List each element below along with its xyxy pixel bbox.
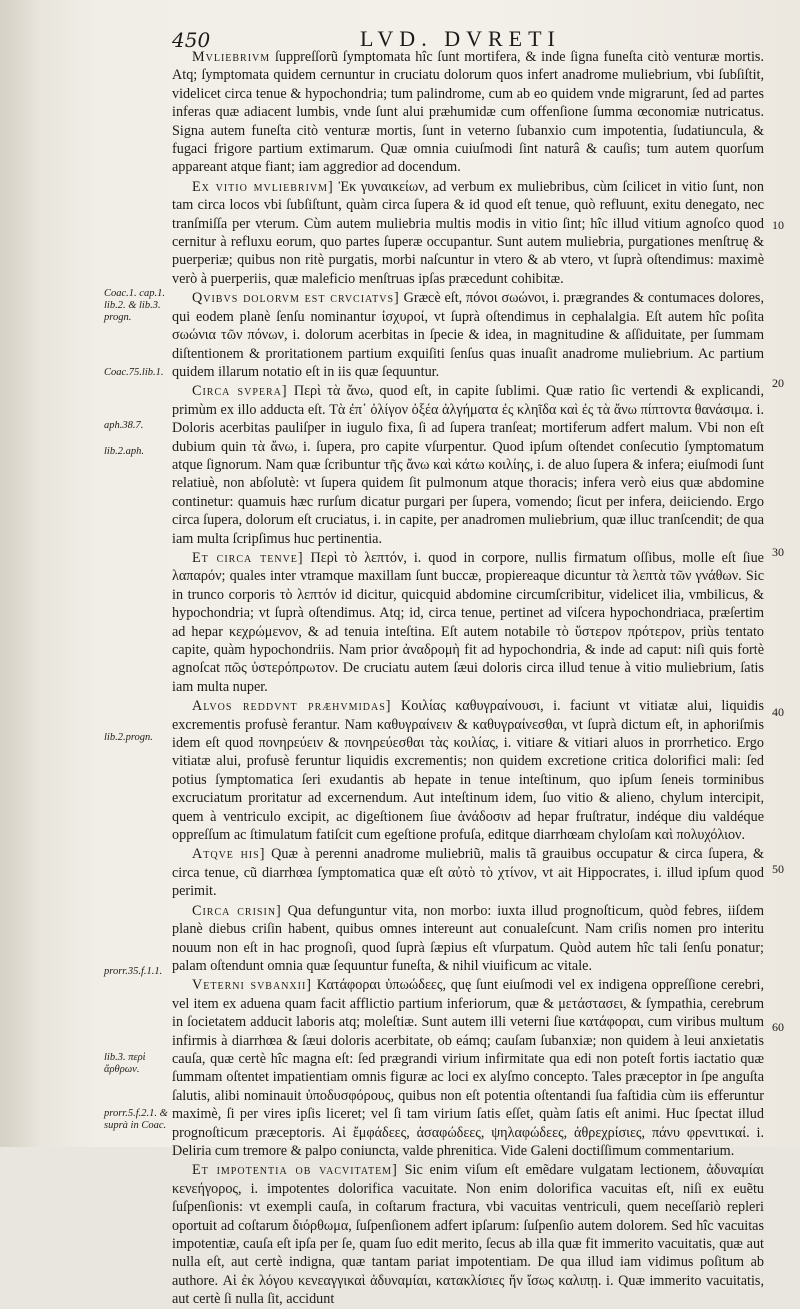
margin-note: lib.2.progn. xyxy=(104,732,153,743)
line-number: 60 xyxy=(772,1020,784,1034)
paragraph-text: ſuppreſſorũ ſymptomata hîc ſunt mortifera, & inde ſigna funeſta citò venturæ mortis. Atq; ſymptomata quidem cernuntur in cruciatu dolorum quos infert anadrome muliebrium, vbi ſubſiſtit, videlicet circa tenue & hypochondria; tum palindrome, cum ab eo quidem vnde migrarunt, ſed ad partes inferas quæ adiacent lumbis, vnde ſunt alui præhumidæ cum offenſione ſumma œconomiæ nutricatus. Signa autem funeſta citò venturæ mortis, ſunt in veterno ſubanxio cum impotentia, ſudatiuncula, & fugaci frigore partium extimarum. Quæ omnia cuiuſmodi ſint naturâ & cauſis; tum autem quorſum appareant atque fiant; iam aggredior ad docendum. xyxy=(172,49,764,176)
paragraph xyxy=(172,902,764,976)
paragraph xyxy=(172,1161,764,1308)
paragraph xyxy=(172,697,764,844)
margin-note: lib.3. περὶ ἄρθρων. xyxy=(104,1052,146,1075)
margin-note: aph.38.7. xyxy=(104,420,144,431)
running-title: LVD. DVRETI xyxy=(360,26,561,51)
lemma: Circa crisin] xyxy=(192,902,282,919)
margin-note: Coac.75.lib.1. xyxy=(104,367,164,378)
paragraph xyxy=(172,289,764,381)
lemma: Atqve his] xyxy=(192,846,266,863)
paragraph-text: Περὶ τὰ ἄνω, quod eſt, in capite ſublimi. Quæ ratio ſic vertendi & explicandi, primùm ex illo adducta eſt. Τὰ ἐπ᾽ ὀλίγον ὀξέα ἀλγήματα ἐς κληῖδα καὶ ἐς τὰ ἄνω πίπτοντα θανάσιμα. i. Doloris acerbitas pauliſper in iugulo fixa, ſi ad ſupera tranſeat; mortiferum adfert malum. Vbi non eſt dubium quin τὰ ἄνω, i. ſupera, pro capite vſurpentur. Quod ipſum oſtendet conſecutio ſymptomatum atque ſignorum. Nam quæ ſcribuntur τῆς ἄνω καὶ κάτω κοιλίης, i. de aluo ſupera & infera; eiuſmodi ſunt relatiuè, non abſolutè: vt ſupera quidem ſit pulmonum atque thoracis; infera verò eius quæ abdomine continetur: quamuis hæc rurſum dicatur purgari per ſupera, vomendo; ſicut per infera, deiiciendo. Ergo circa ſupera, dolorum eſt cruciatus, i. in capite, per anadromen muliebrium, quæ illuc tranſcendit; de qua iam multa ſcripſimus huc pertinentia. xyxy=(172,383,764,547)
paragraph xyxy=(172,178,764,288)
main-text xyxy=(172,48,764,1309)
paragraph-text: Quæ à perenni anadrome muliebriũ, malis tã grauibus occupatur & circa ſupera, & circa tenue, cũ diarrhœa ſymptomatica quæ eſt αὐτὸ τὸ χτίνον, vt ait Hippocrates, i. illud ipſum quod perimit. xyxy=(172,846,764,900)
line-number: 10 xyxy=(772,218,784,232)
lemma: Alvos reddvnt præhvmidas] xyxy=(192,698,392,715)
paragraph-text: Græcè eſt, πόνοι σωώνοι, i. prægrandes & contumaces dolores, qui eodem planè ſenſu nominantur ἰσχυροί, vt ſuprà oſtendimus in cephalalgia. Eſt autem hîc poſita σωώνια τῶν πόνων, i. dolorum acerbitas in ſpecie & idea, in magnitudine & aſſiduitate, per ſummam diſtentionem & proritationem partium exquiſiti ſenſus quas inuaſit anadrome muliebrium. Ac partium quidem illarum notatio eſt in iis quæ ſequuntur. xyxy=(172,290,764,380)
paragraph-text: Περὶ τὸ λεπτόν, i. quod in corpore, nullis firmatum oſſibus, molle eſt ſiue λαπαρόν; quales inter vtramque maxillam ſunt buccæ, propiereaque dicuntur τὰ λεπτὰ τῶν γνάθων. Sic in trunco corporis τὸ λεπτόν id dicitur, quicquid abdomine circumſcribitur, videlicet ilia, vmbilicus, & hypochondria; vt ſuprà oſtendimus. Atq; id, circa tenue, pertinet ad viſcera hypochondriaca, præſertim ad hepar κεχρώμενον, & ad tenuia inteſtina. Eſt autem notabile τὸ ὕστερον πρότερον, priùs tentato capite, quàm hypochondriis. Nam prior ἀναδρομὴ fit ad hypochondria, & inde ad caput: niſi quis fortè agnoſcat πῶς ὑστερόπρωτον. De cruciatu autem ſæui doloris circa illud tenue à vitio muliebrium, ſatis iam multa nuper. xyxy=(172,549,764,695)
paragraph-text: Κατάφοραι ὑπωώδεες, quę ſunt eiuſmodi vel ex indigena oppreſſione cerebri, vel item ex aduena quam facit afflictio partium inferiorum, quæ & μετάστασει, & ſympathia, cerebrum in ſocietatem adducit laboris atq; moleſtiæ. Sunt autem illi veterni ſiue κατάφοραι, cum viribus multum infirmis à diarrhœa & ſæui doloris acerbitate, ob eámq; cauſam ſubanxiæ; non quidem à leui anxietatis cauſa, quæ certè hîc magna eſt: ſed prægrandi virium infirmitate qua edi non poteſt fortis iactatio quæ ſummam oſtentet impatientiam omnis figuræ ac loci ex alyſmo concepto. Tales præceptor in ſpe anguſta ſalutis, alibi nominauit ὑποδυσφόρους, quibus non eſt potentia oſtentandi ſua faſtidia cùm iis efferuntur maximè, ſi per vires ipſis liceret; vel ſi tam virium ſatis eſſet, quàm ſatis eſt animi. Huc ſpectat illud prognoſticum præceptoris. Αἱ ἔμφάδεες, ἀσαφώδεες, ψηλαφώδεες, ἀθρεχρίσιες, πάνυ φρενιτικαί. i. Deliria cum tremore & palpo coniuncta, valde phrenitica. Vide Galeni doctiſſimum commentarium. xyxy=(172,977,764,1159)
paragraph-text: Ἐκ γυναικείων, ad verbum ex muliebribus, cùm ſcilicet in vitio ſunt, non tam circa locos vbi ſubſiſtunt, quàm circa ſupera & id quod eſt tenue, quò refluunt, exitu denegato, nec tranſmiſſa per vterum. Cùm autem muliebria multis modis in vitio ſint; hîc illud vitium agnoſco quod cernitur à refluxu eorum, quo partes ſuperæ occupantur. Sunt autem muliebria, purgationes menſtruę & puerperiæ; quibus non ritè purgatis, morbi naſcuntur in vtero & ab vtero, vt ſuprà oſtendimus: maximè verò à puerperiis, quæ maleficio menſtruas ipſas præcedunt cohibitæ. xyxy=(172,178,764,287)
paragraph-text: Qua defunguntur vita, non morbo: iuxta illud prognoſticum, quòd febres, iiſdem planè diebus criſin habent, quibus omnes intereunt aut conualeſcunt. Nam criſis nomen pro interitu nouum non eſt in hac prognoſi, quod ſuprà ſæpius eſt vſurpatum. Quòd autem hîc tali ſenſu ponatur; palam oſtendunt omnia quæ ſequuntur funeſta, & nihil viuificum ac vitale. xyxy=(172,902,764,974)
paragraph-text: Sic enim viſum eſt emẽdare vulgatam lectionem, ἀδυναμίαι κενεήγορος, i. impotentes dolorifica vacuitate. Non enim dolorifica vacuitas eſt, niſi ex euẽtu ſuſpenſionis: vt exempli cauſa, in coſtarum fractura, vbi vacuitas ventriculi, quem neceſſariò repleri oportuit ad coſtarum διόρθωμα, ſuſpenſionem adfert ipſarum: ſuſpenſio autem dolorem. Sed hîc vacuitas impotentiæ, cauſa eſt ipſa per ſe, quam ſuo edit merito, ſecus ab illa quæ fit immerito vacuitatis, quæ aut nulla eſt, aut certè indigna, quæ tantam pariat impotentiam. De qua illud iam vidimus poſitum ab authore. Αἱ ἐκ λόγου κενεαγγικαὶ ἀδυναμίαι, κατακλίσιες ἥν ἴσως καλιπῃ. i. Quæ immerito vacuitatis, aut certè ſi nulla ſit, accidunt xyxy=(172,1162,764,1308)
paragraph xyxy=(172,48,764,177)
lemma: Et circa tenve] xyxy=(192,549,304,566)
line-number: 40 xyxy=(772,705,784,719)
line-number: 50 xyxy=(772,862,784,876)
lemma: Et impotentia ob vacvitatem] xyxy=(192,1162,398,1179)
paragraph xyxy=(172,382,764,548)
paragraph xyxy=(172,549,764,696)
lemma: Circa svpera] xyxy=(192,383,288,400)
lemma: Qvibvs dolorvm est crvciatvs] xyxy=(192,290,400,307)
paragraph-text: Κοιλίας καθυγραίνουσι, i. faciunt vt vitiatæ alui, liquidis excrementis profusè ferantur. Nam καθυγραίνειν & καθυγραίνεσθαι, vt ſuprà dictum eſt, in aphoriſmis idem eſt quod πονηρεύειν & πονηρεύεσθαι τὰς κοιλίας, i. vitiare & vitiari aluos in prorrhetico. Ergo vitiatæ alui, profusè feruntur liquidis excrementis; non quidem excretione critica dolorifici mali: ſed potius ſymptomatica ſeri exudantis ab hepate in tenue inteſtinum, quo ipſum ſeneis torminibus excruciatum proritatur ad excernendum. Aut inteſtinum idem, ſuo vitio & alieno, chylum intercipit, quem à ventriculo excipit, ac digeſtionem ſiue ἀνάδοσιν ad hepar fruſtratur, indéque diu valdéque oppreſſum ac ſtimulatum fatiſcit cum egeſtione profuſa, editque diarrhœam chyloſam καὶ πολυχόλιον. xyxy=(172,698,764,844)
margin-note: Coac.1. cap.1. lib.2. & lib.3. progn. xyxy=(104,288,165,323)
page-header xyxy=(0,6,800,52)
lemma: Ex vitio mvliebrivm] xyxy=(192,178,334,195)
lemma: Veterni svbanxii] xyxy=(192,977,313,994)
margin-note: lib.2.aph. xyxy=(104,446,144,457)
line-number: 20 xyxy=(772,376,784,390)
paragraph xyxy=(172,845,764,900)
paragraph xyxy=(172,976,764,1160)
margin-note: prorr.35.f.1.1. xyxy=(104,966,163,977)
gutter-shadow xyxy=(0,0,40,1147)
lemma: Mvliebrivm xyxy=(192,49,271,65)
margin-note: prorr.5.f.2.1. & suprà in Coac. xyxy=(104,1108,168,1131)
line-number: 30 xyxy=(772,545,784,559)
page-number: 450 xyxy=(172,28,211,52)
